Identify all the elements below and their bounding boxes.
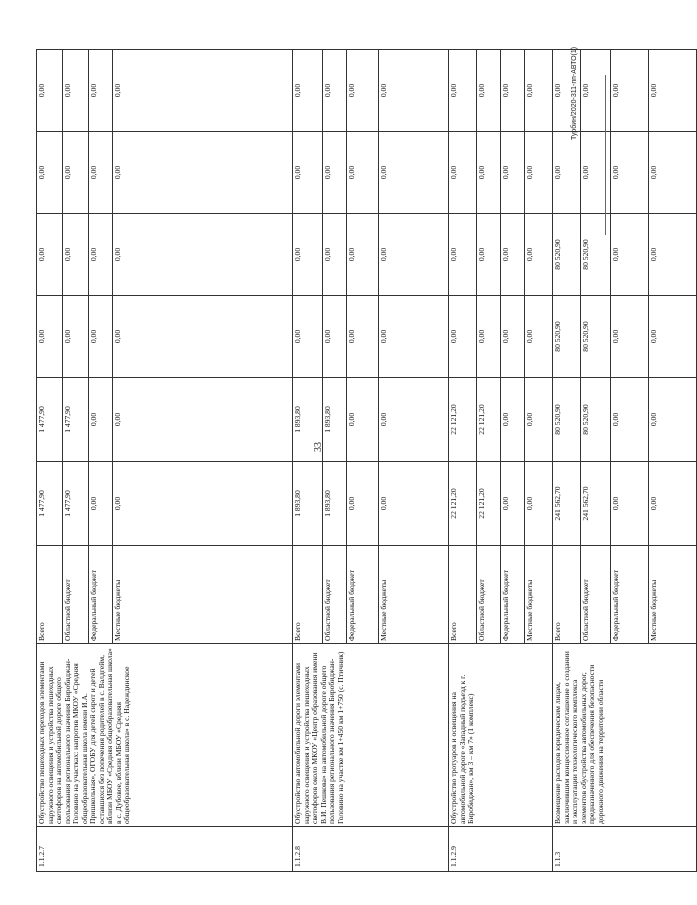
amount-cell: 0,00 [611,296,649,378]
funding-source: Всего [37,546,63,644]
amount-cell: 0,00 [611,132,649,214]
amount-cell: 0,00 [501,214,525,296]
amount-cell: 0,00 [37,50,63,132]
amount-cell: 0,00 [113,462,293,546]
amount-cell: 0,00 [63,296,89,378]
amount-cell: 0,00 [649,296,697,378]
amount-cell: 80 520,90 [553,378,581,462]
amount-cell: 0,00 [113,50,293,132]
amount-cell: 80 520,90 [553,296,581,378]
row-number: 1.1.2.8 [293,827,449,872]
table-row [293,50,323,872]
amount-cell: 0,00 [525,132,553,214]
amount-cell: 0,00 [553,50,581,132]
amount-cell: 0,00 [347,378,379,462]
amount-cell: 0,00 [525,214,553,296]
amount-cell: 80 520,90 [581,296,611,378]
amount-cell: 0,00 [89,50,113,132]
funding-table [36,46,697,872]
amount-cell: 0,00 [501,296,525,378]
amount-cell: 0,00 [611,50,649,132]
funding-source: Местные бюджеты [113,546,293,644]
document-code: Турбин/2020-311-пп-АВТО(1) [571,46,578,140]
funding-source: Всего [449,546,477,644]
amount-cell: 0,00 [525,50,553,132]
amount-cell: 0,00 [379,462,449,546]
amount-cell: 1 893,80 [293,378,323,462]
amount-cell: 22 121,20 [449,378,477,462]
amount-cell: 0,00 [293,296,323,378]
amount-cell: 0,00 [477,214,501,296]
amount-cell: 0,00 [649,378,697,462]
amount-cell: 0,00 [113,378,293,462]
amount-cell: 0,00 [113,132,293,214]
amount-cell: 0,00 [89,214,113,296]
amount-cell: 0,00 [581,50,611,132]
amount-cell: 0,00 [525,378,553,462]
amount-cell: 0,00 [323,50,347,132]
amount-cell: 0,00 [347,132,379,214]
amount-cell: 0,00 [649,462,697,546]
amount-cell: 0,00 [293,214,323,296]
amount-cell: 0,00 [477,50,501,132]
funding-source: Областной бюджет [63,546,89,644]
measure-description: Возмещение расходов юридическим лицам, заключившим концессионное соглашение о создании и эксплуатации технологического комплекса элементов обустройства автомобильных дорог, предназначенного для обеспечения безопасности дорожного движения на территории области [553,644,697,827]
amount-cell: 1 893,80 [293,462,323,546]
amount-cell: 0,00 [89,378,113,462]
amount-cell: 0,00 [293,50,323,132]
amount-cell: 80 520,90 [581,378,611,462]
amount-cell: 0,00 [63,132,89,214]
amount-cell: 1 477,90 [63,378,89,462]
funding-source: Федеральный бюджет [89,546,113,644]
amount-cell: 1 893,80 [323,462,347,546]
amount-cell: 0,00 [477,132,501,214]
amount-cell: 0,00 [63,50,89,132]
margin-line [605,75,606,235]
row-number: 1.1.2.7 [37,827,293,872]
amount-cell: 0,00 [379,132,449,214]
amount-cell: 0,00 [113,214,293,296]
amount-cell: 22 121,20 [449,462,477,546]
amount-cell: 0,00 [37,296,63,378]
amount-cell: 0,00 [501,50,525,132]
measure-description: Обустройство автомобильной дороги элементами наружного освещения и устройства пешеходных светофоров около МКОУ «Центр образования имени В.И. Пешкова» на автомобильной дороге общего пользования регионального значения Биробиджан-Головино на участке км 1+450 км 1+750 (с. Птичник) [293,644,449,827]
amount-cell: 0,00 [525,296,553,378]
amount-cell: 0,00 [89,296,113,378]
funding-source: Областной бюджет [477,546,501,644]
funding-source: Областной бюджет [581,546,611,644]
amount-cell: 0,00 [611,378,649,462]
amount-cell: 0,00 [323,132,347,214]
funding-source: Местные бюджеты [649,546,697,644]
amount-cell: 0,00 [113,296,293,378]
amount-cell: 22 121,20 [477,378,501,462]
amount-cell: 0,00 [611,214,649,296]
measure-description: Обустройство тротуаров и освещения на автомобильной дороге «Западный подъезд к г. Биробиджан», км 3 – км 7» (1 комплекс) [449,644,553,827]
amount-cell: 0,00 [649,50,697,132]
amount-cell: 1 477,90 [37,462,63,546]
amount-cell: 241 562,70 [553,462,581,546]
amount-cell: 0,00 [379,378,449,462]
funding-source: Федеральный бюджет [501,546,525,644]
amount-cell: 0,00 [347,50,379,132]
row-number: 1.1.2.9 [449,827,553,872]
row-number: 1.1.3 [553,827,697,872]
amount-cell: 0,00 [477,296,501,378]
page-number: 33 [313,442,324,452]
amount-cell: 22 121,20 [477,462,501,546]
table-row [553,50,581,872]
amount-cell: 0,00 [449,214,477,296]
amount-cell: 0,00 [379,214,449,296]
amount-cell: 0,00 [379,50,449,132]
amount-cell: 0,00 [553,132,581,214]
amount-cell: 0,00 [37,132,63,214]
amount-cell: 0,00 [347,296,379,378]
amount-cell: 1 477,90 [37,378,63,462]
amount-cell: 0,00 [649,132,697,214]
amount-cell: 241 562,70 [581,462,611,546]
table-row [449,50,477,872]
amount-cell: 0,00 [501,462,525,546]
amount-cell: 80 520,90 [581,214,611,296]
amount-cell: 80 520,90 [553,214,581,296]
amount-cell: 0,00 [63,214,89,296]
amount-cell: 1 477,90 [63,462,89,546]
funding-source: Областной бюджет [323,546,347,644]
amount-cell: 0,00 [89,132,113,214]
amount-cell: 0,00 [449,132,477,214]
funding-source: Местные бюджеты [379,546,449,644]
amount-cell: 0,00 [347,462,379,546]
funding-source: Местные бюджеты [525,546,553,644]
funding-source: Всего [293,546,323,644]
funding-source: Федеральный бюджет [347,546,379,644]
table-row [37,50,63,872]
amount-cell: 1 893,80 [323,378,347,462]
amount-cell: 0,00 [449,50,477,132]
amount-cell: 0,00 [581,132,611,214]
amount-cell: 0,00 [323,214,347,296]
amount-cell: 0,00 [649,214,697,296]
amount-cell: 0,00 [89,462,113,546]
amount-cell: 0,00 [323,296,347,378]
funding-source: Всего [553,546,581,644]
table-body [37,50,697,872]
amount-cell: 0,00 [501,132,525,214]
amount-cell: 0,00 [347,214,379,296]
amount-cell: 0,00 [525,462,553,546]
funding-source: Федеральный бюджет [611,546,649,644]
amount-cell: 0,00 [611,462,649,546]
amount-cell: 0,00 [501,378,525,462]
amount-cell: 0,00 [379,296,449,378]
measure-description: Обустройство пешеходных переходов элементами наружного освещения и устройства пешеходных светофоров на автомобильной дороге общего пользования регионального значения Биробиджан-Головино на участках: напротив МКОУ «Средняя общеобразовательная школа имени И.А. Пришкольная», ОГОБУ для детей сирот и детей оставшихся без попечения родителей в с. Валдгейм, вблизи МБОУ «Средняя общеобразовательная школа» в с. Дубовое, вблизи МБОУ «Средняя общеобразовательная школа» в с. Надеждинское [37,644,293,827]
amount-cell: 0,00 [37,214,63,296]
amount-cell: 0,00 [293,132,323,214]
amount-cell: 0,00 [449,296,477,378]
